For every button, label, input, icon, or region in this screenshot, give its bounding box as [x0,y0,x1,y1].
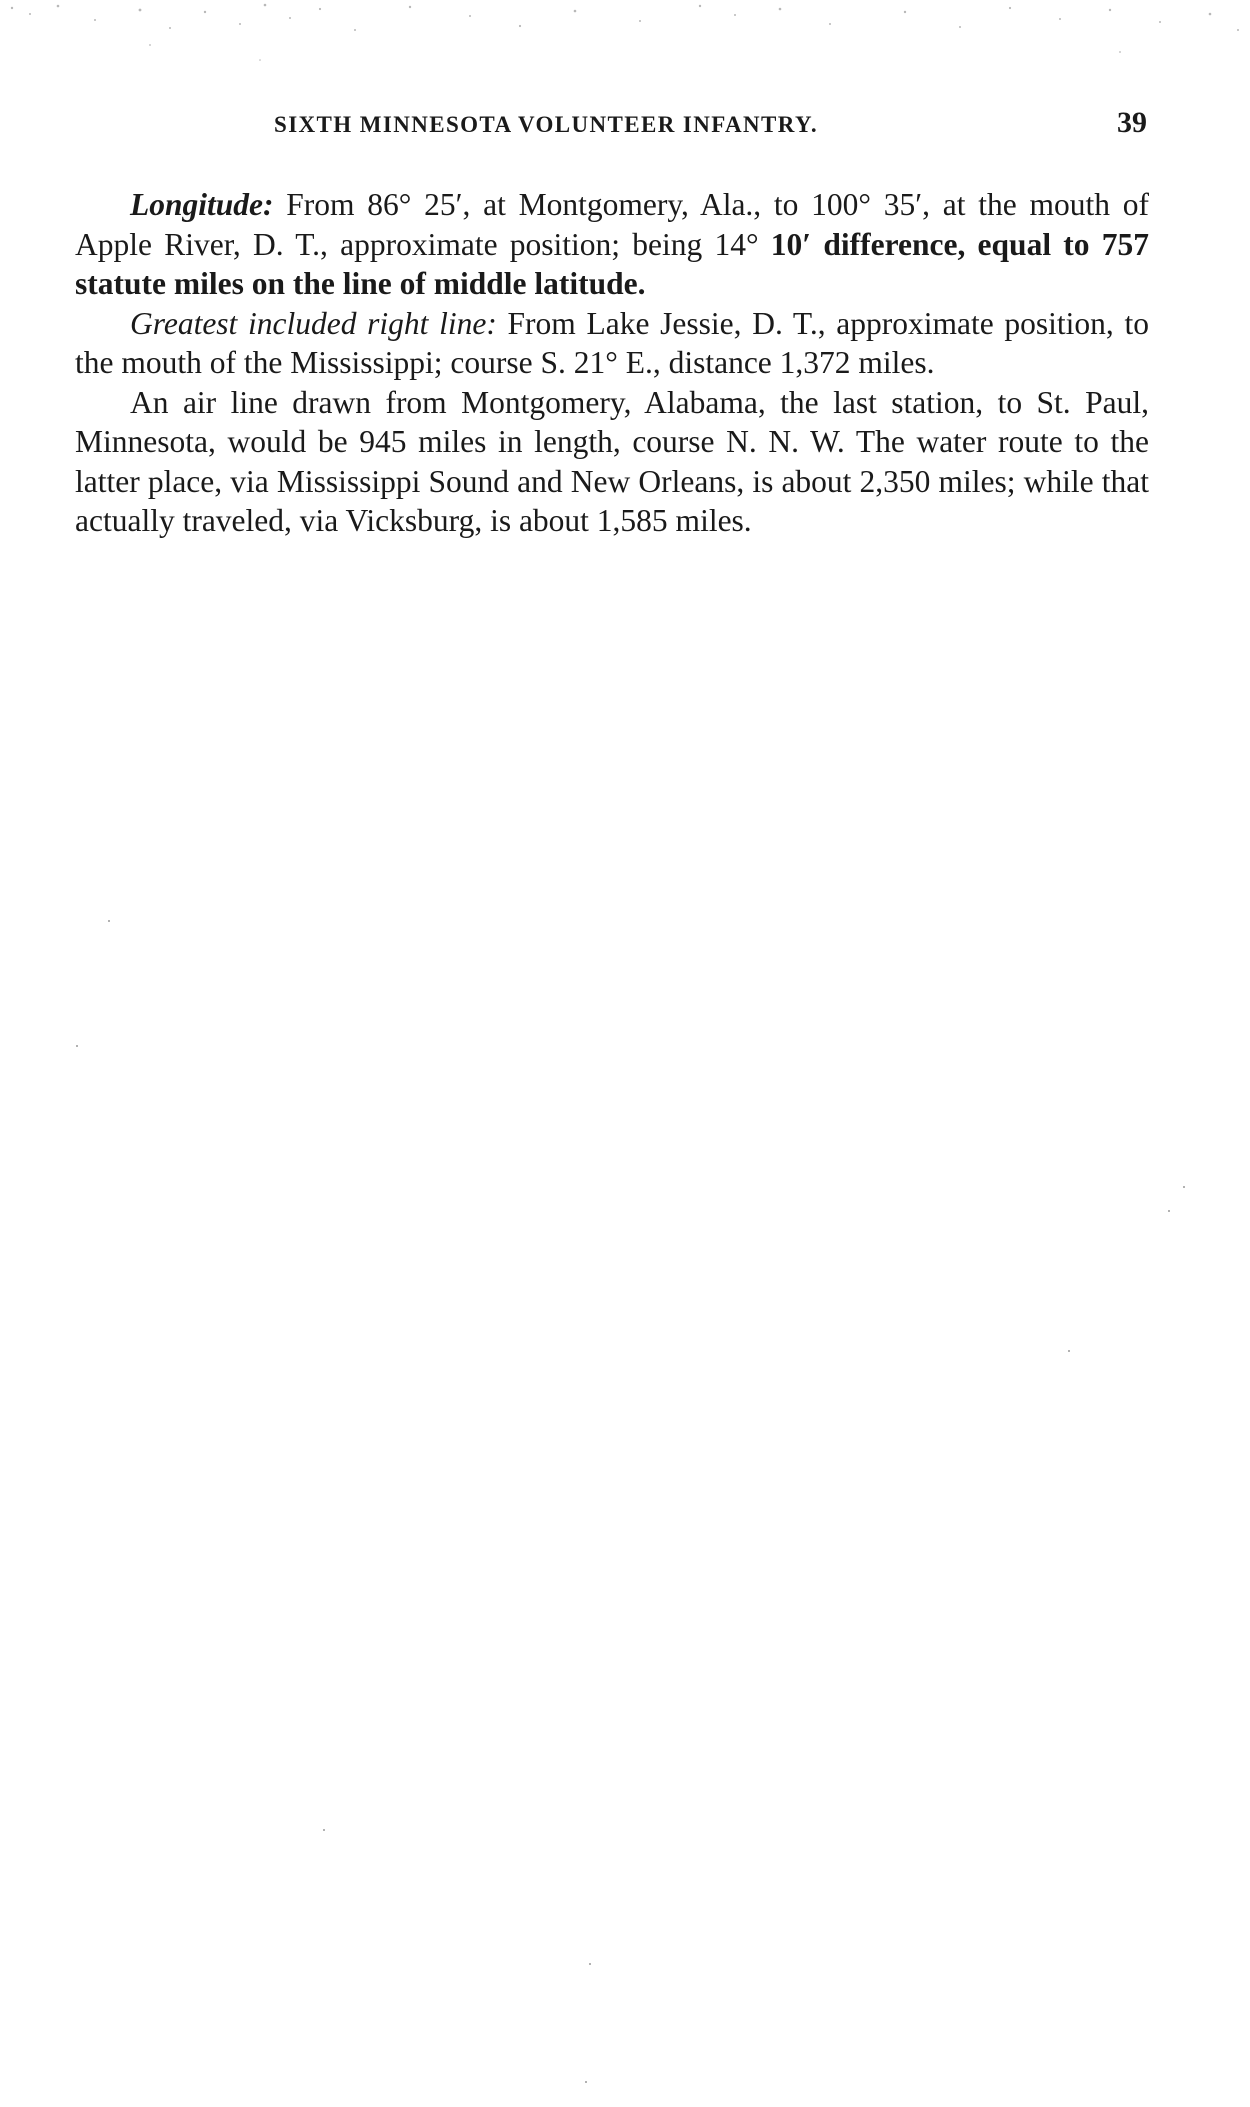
paragraph-text: From 86° 25′, at Montgomery, Ala., to 100° 35′, at the mouth of Apple River, D. T., approximate position; being 14° [75,187,1149,262]
scan-speck [1068,1350,1070,1352]
scan-speck [585,2081,587,2083]
paragraph-air-line [75,383,1149,541]
paragraph-lead: Greatest included right line: [130,305,497,341]
running-head [0,106,1250,152]
scan-speck [108,920,110,922]
paragraph-lead: Longitude: [130,187,274,222]
paragraph-text: An air line drawn from Montgomery, Alabama, the last station, to St. Paul, Minnesota, would be 945 miles in length, course N. N. W. The water route to the latter place, via Mississippi Sound and New Orleans, is about 2,350 miles; while that actually traveled, via Vicksburg, is about 1,585 miles. [75,384,1149,538]
body-text [75,185,1149,541]
paragraph-text-bold: 10′ difference, equal to 757 statute miles on the line of middle latitude. [75,226,1149,301]
paragraph-longitude [75,185,1149,304]
scan-noise-top [0,0,1250,70]
scan-speck [1168,1210,1170,1212]
scan-speck [323,1829,325,1831]
paragraph-greatest-line [75,304,1149,383]
scan-speck [76,1045,78,1047]
paragraph-text: From Lake Jessie, D. T., approximate position, to the mouth of the Mississippi; course S. 21° E., distance 1,372 miles. [75,305,1149,380]
scan-speck [589,1963,591,1965]
scan-noise-graphic [0,0,1250,70]
page-number: 39 [1117,106,1147,139]
running-title: SIXTH MINNESOTA VOLUNTEER INFANTRY. [274,112,819,137]
scan-speck [1183,1186,1185,1188]
